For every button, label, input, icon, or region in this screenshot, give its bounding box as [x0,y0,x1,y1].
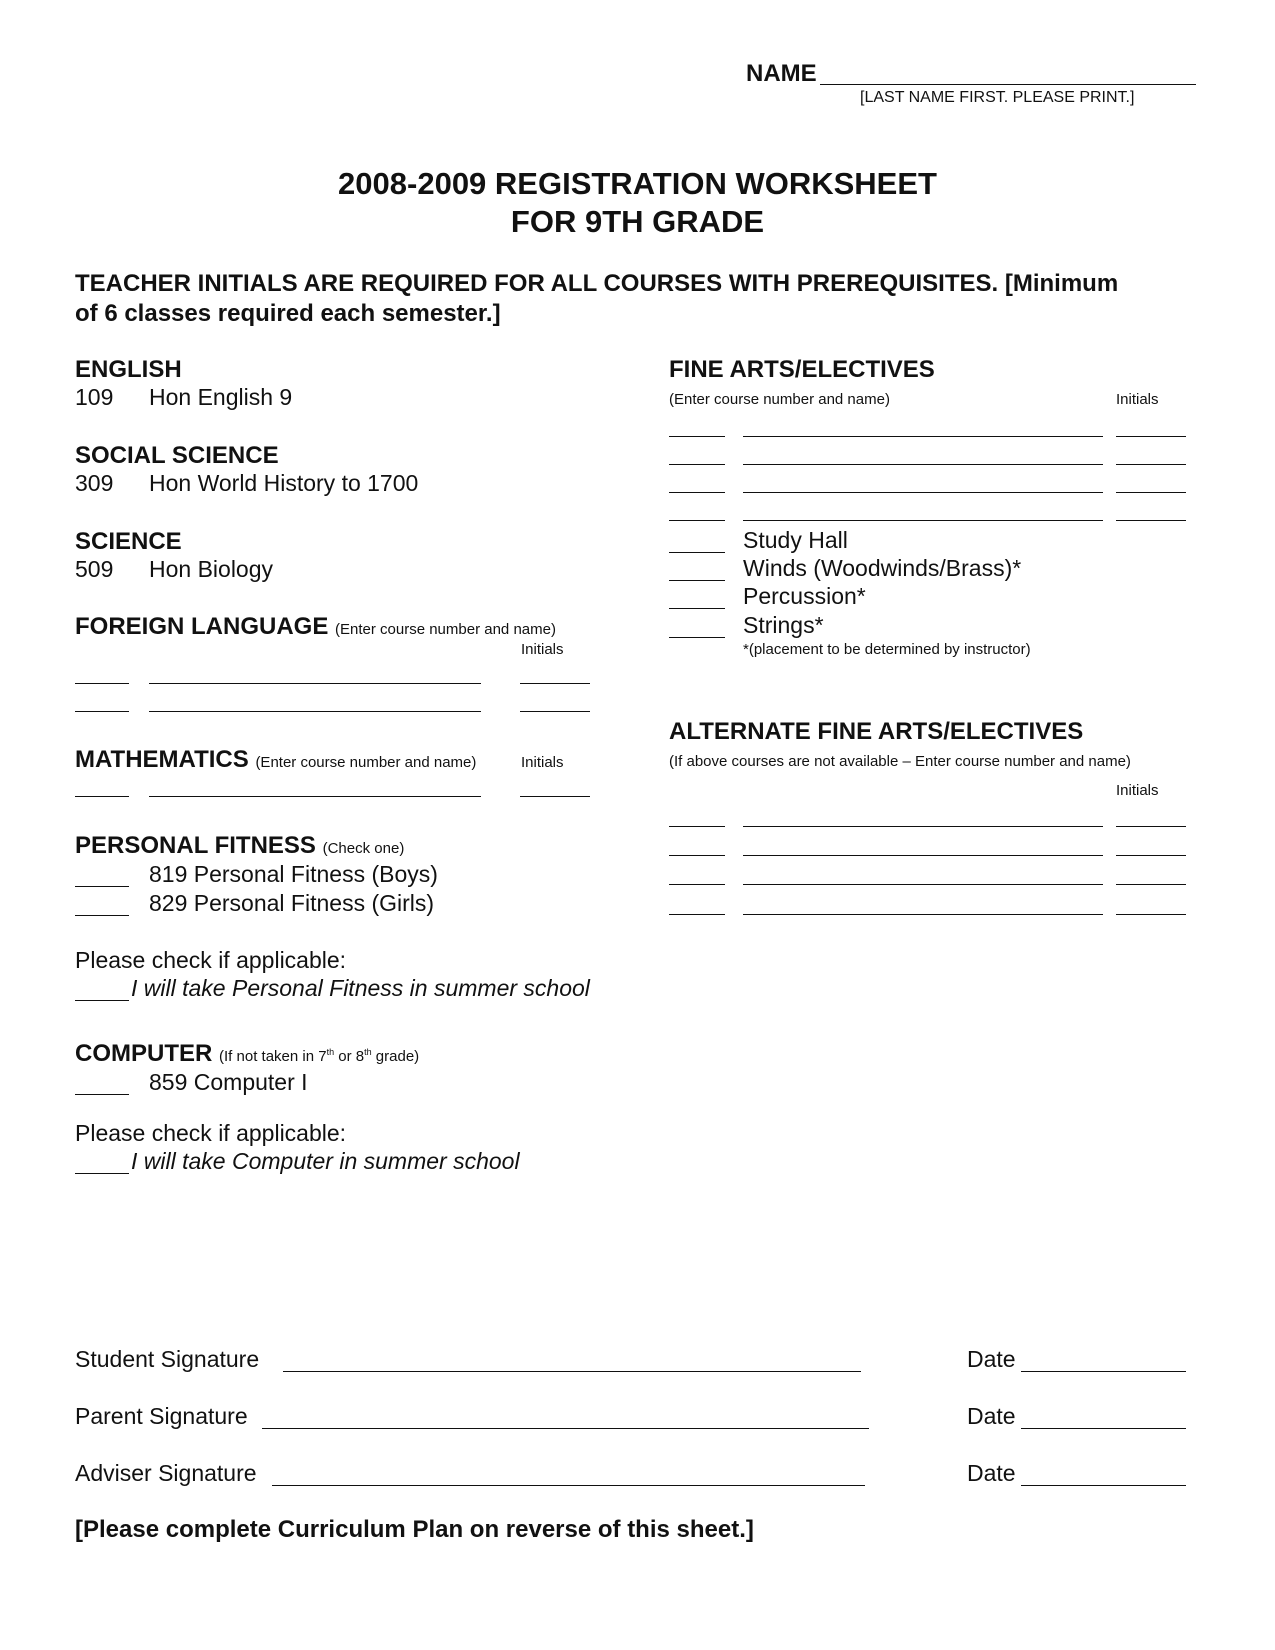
science-course-name: Hon Biology [149,556,274,582]
percussion-label: Percussion* [743,583,866,609]
social-science-course-name: Hon World History to 1700 [149,470,419,496]
fine-arts-heading: FINE ARTS/ELECTIVES [669,356,935,383]
parent-signature-label: Parent Signature [75,1403,248,1429]
parent-signature-field[interactable] [262,1428,869,1429]
mathematics-initials-field[interactable] [520,796,590,797]
study-hall-label: Study Hall [743,527,848,553]
foreign-language-name-field-2[interactable] [149,711,481,712]
science-course [75,556,273,583]
mathematics-name-field[interactable] [149,796,481,797]
alternate-initials-field-3[interactable] [1116,884,1186,885]
adviser-date-field[interactable] [1021,1485,1186,1486]
page-title: 2008-2009 REGISTRATION WORKSHEET [338,166,937,201]
computer-summer-checkbox[interactable] [75,1173,129,1174]
foreign-language-heading [75,613,556,641]
foreign-language-initials-field-2[interactable] [520,711,590,712]
fine-arts-initials-field-1[interactable] [1116,436,1186,437]
mathematics-initials-label: Initials [521,754,564,771]
english-course-name: Hon English 9 [149,384,293,410]
strings-checkbox[interactable] [669,637,725,638]
computer-title: COMPUTER [75,1040,213,1067]
personal-fitness-girls-checkbox[interactable] [75,915,129,916]
fine-arts-name-field-3[interactable] [743,492,1103,493]
fine-arts-note: (Enter course number and name) [669,391,890,408]
reverse-note: [Please complete Curriculum Plan on reverse of this sheet.] [75,1516,754,1543]
social-science-course-number: 309 [75,470,114,496]
notice-line-1: TEACHER INITIALS ARE REQUIRED FOR ALL COURSES WITH PREREQUISITES. [Minimum [75,270,1119,297]
english-heading: ENGLISH [75,356,182,383]
strings-label: Strings* [743,612,824,638]
winds-checkbox[interactable] [669,580,725,581]
foreign-language-number-field-2[interactable] [75,711,129,712]
fine-arts-number-field-2[interactable] [669,464,725,465]
personal-fitness-boys-checkbox[interactable] [75,886,129,887]
adviser-date-label: Date [967,1460,1016,1486]
computer-note: (If not taken in 7th or 8th grade) [219,1047,420,1065]
personal-fitness-girls-label: 829 Personal Fitness (Girls) [149,890,435,916]
fine-arts-initials-field-2[interactable] [1116,464,1186,465]
computer-applicable-label: Please check if applicable: [75,1120,347,1146]
fine-arts-initials-field-3[interactable] [1116,492,1186,493]
personal-fitness-note: (Check one) [322,840,405,857]
english-course-number: 109 [75,384,114,410]
alternate-number-field-4[interactable] [669,914,725,915]
student-signature-label: Student Signature [75,1346,260,1372]
student-signature-field[interactable] [283,1371,861,1372]
adviser-signature-field[interactable] [272,1485,865,1486]
foreign-language-number-field-1[interactable] [75,683,129,684]
fine-arts-number-field-3[interactable] [669,492,725,493]
fine-arts-name-field-1[interactable] [743,436,1103,437]
alternate-name-field-1[interactable] [743,826,1103,827]
student-date-field[interactable] [1021,1371,1186,1372]
computer-checkbox[interactable] [75,1094,129,1095]
foreign-language-name-field-1[interactable] [149,683,481,684]
personal-fitness-heading [75,832,404,860]
winds-label: Winds (Woodwinds/Brass)* [743,555,1022,581]
science-heading: SCIENCE [75,528,182,555]
alternate-number-field-2[interactable] [669,855,725,856]
fine-arts-name-field-2[interactable] [743,464,1103,465]
fine-arts-initials-label: Initials [1116,391,1159,408]
mathematics-title: MATHEMATICS [75,746,249,773]
percussion-checkbox[interactable] [669,608,725,609]
name-label: NAME [746,60,817,87]
foreign-language-initials-field-1[interactable] [520,683,590,684]
personal-fitness-summer-checkbox[interactable] [75,1000,129,1001]
fine-arts-number-field-4[interactable] [669,520,725,521]
alternate-initials-field-1[interactable] [1116,826,1186,827]
social-science-course [75,470,418,497]
personal-fitness-boys-label: 819 Personal Fitness (Boys) [149,861,438,887]
notice-line-2: of 6 classes required each semester.] [75,300,501,327]
foreign-language-initials-label: Initials [521,641,564,658]
parent-date-field[interactable] [1021,1428,1186,1429]
alternate-fine-arts-heading: ALTERNATE FINE ARTS/ELECTIVES [669,718,1084,745]
parent-date-label: Date [967,1403,1016,1429]
science-course-number: 509 [75,556,114,582]
alternate-initials-field-2[interactable] [1116,855,1186,856]
study-hall-checkbox[interactable] [669,552,725,553]
mathematics-number-field[interactable] [75,796,129,797]
computer-heading [75,1040,419,1068]
name-field[interactable] [820,84,1196,85]
fine-arts-number-field-1[interactable] [669,436,725,437]
student-date-label: Date [967,1346,1016,1372]
alternate-name-field-4[interactable] [743,914,1103,915]
placement-footnote: *(placement to be determined by instructor) [743,641,1031,658]
fine-arts-initials-field-4[interactable] [1116,520,1186,521]
english-course [75,384,292,411]
page-subtitle: FOR 9TH GRADE [510,204,765,239]
mathematics-heading [75,746,476,774]
personal-fitness-applicable-label: Please check if applicable: [75,947,347,973]
foreign-language-note: (Enter course number and name) [335,621,556,638]
personal-fitness-summer-label: I will take Personal Fitness in summer school [131,975,590,1001]
foreign-language-title: FOREIGN LANGUAGE [75,613,329,640]
alternate-name-field-3[interactable] [743,884,1103,885]
alternate-initials-field-4[interactable] [1116,914,1186,915]
name-hint: [LAST NAME FIRST. PLEASE PRINT.] [860,89,1135,106]
personal-fitness-title: PERSONAL FITNESS [75,832,316,859]
alternate-fine-arts-initials-label: Initials [1116,782,1159,799]
social-science-heading: SOCIAL SCIENCE [75,442,279,469]
alternate-fine-arts-note: (If above courses are not available – Enter course number and name) [669,753,1131,770]
alternate-number-field-3[interactable] [669,884,725,885]
computer-summer-label: I will take Computer in summer school [131,1148,520,1174]
adviser-signature-label: Adviser Signature [75,1460,257,1486]
alternate-number-field-1[interactable] [669,826,725,827]
fine-arts-name-field-4[interactable] [743,520,1103,521]
alternate-name-field-2[interactable] [743,855,1103,856]
mathematics-note: (Enter course number and name) [255,754,477,771]
computer-option-label: 859 Computer I [149,1069,308,1095]
